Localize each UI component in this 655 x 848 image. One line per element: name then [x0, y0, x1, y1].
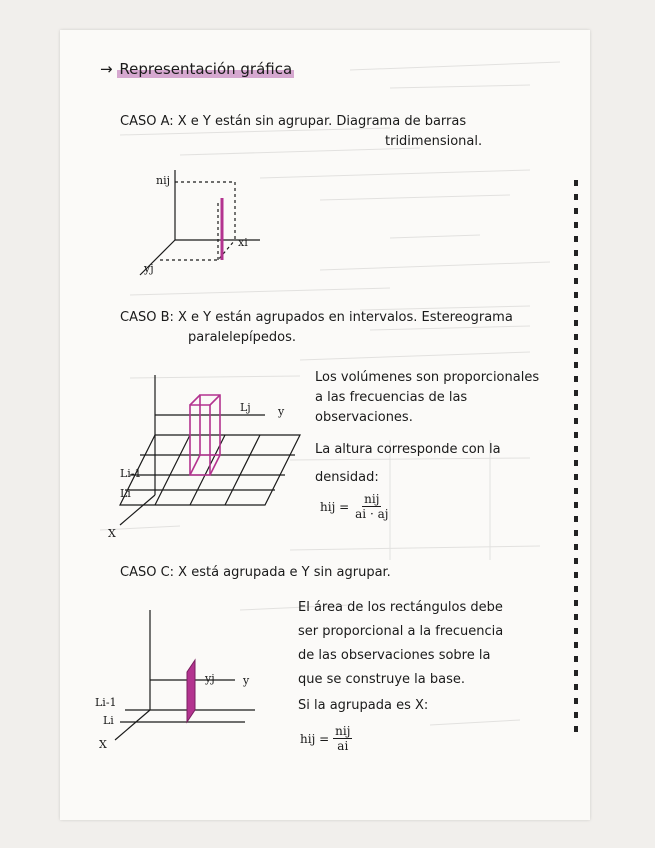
caso-c-label-y: y [243, 674, 250, 687]
caso-b-heading: CASO B: X e Y están agrupados en intervalos. Estereograma [120, 310, 513, 325]
caso-b-formula-den: ai · aj [355, 507, 389, 521]
caso-c-note-5: Si la agrupada es X: [298, 698, 429, 713]
title-arrow: → [100, 60, 113, 78]
caso-b-label-li: Li [120, 487, 131, 500]
caso-c-formula-den: ai [337, 739, 349, 753]
caso-b-formula [320, 492, 390, 521]
caso-b-heading-cont: paralelepípedos. [188, 330, 296, 345]
caso-c-label-li1: Li-1 [95, 696, 117, 709]
caso-b-label-y: y [278, 405, 285, 418]
caso-b-label-li1: Li-1 [120, 467, 142, 480]
caso-c-note-1: El área de los rectángulos debe [298, 600, 503, 615]
caso-c-label-li: Li [103, 714, 114, 727]
title-text: Representación gráfica [119, 60, 293, 78]
caso-c-label-yj: yj [205, 672, 215, 685]
caso-b-formula-num: nij [364, 492, 380, 506]
caso-a-label-xi: xi [238, 236, 248, 249]
caso-c-diagram [95, 610, 285, 750]
caso-b-formula-lhs: hij = [320, 499, 350, 514]
caso-b-note-1: Los volúmenes son proporcionales [315, 370, 540, 385]
caso-c-note-3: de las observaciones sobre la [298, 648, 491, 663]
binder-holes [574, 180, 578, 740]
caso-b-note-3: observaciones. [315, 410, 413, 425]
caso-a-heading: CASO A: X e Y están sin agrupar. Diagrama de barras [120, 114, 467, 129]
caso-c-label-x: X [99, 738, 107, 750]
caso-b-stereogram [100, 375, 320, 545]
caso-b-label-x: X [108, 527, 116, 540]
caso-a-label-nij: nij [156, 174, 171, 187]
notebook-page [60, 30, 590, 820]
caso-c-formula-lhs: hij = [300, 731, 330, 746]
caso-c-heading: CASO C: X está agrupada e Y sin agrupar. [120, 565, 391, 580]
caso-c-formula [300, 724, 352, 753]
caso-c-formula-num: nij [335, 724, 351, 738]
caso-c-note-4: que se construye la base. [298, 672, 465, 687]
caso-b-note-5: densidad: [315, 470, 379, 485]
caso-b-note-4: La altura corresponde con la [315, 442, 501, 457]
caso-a-bar-diagram [120, 160, 270, 280]
caso-a-label-yj: yj [144, 262, 154, 275]
caso-c-note-2: ser proporcional a la frecuencia [298, 624, 504, 639]
caso-b-note-2: a las frecuencias de las [315, 390, 468, 405]
caso-b-label-lj: Lj [240, 401, 251, 414]
section-title [100, 60, 294, 78]
caso-a-heading-cont: tridimensional. [385, 134, 483, 149]
